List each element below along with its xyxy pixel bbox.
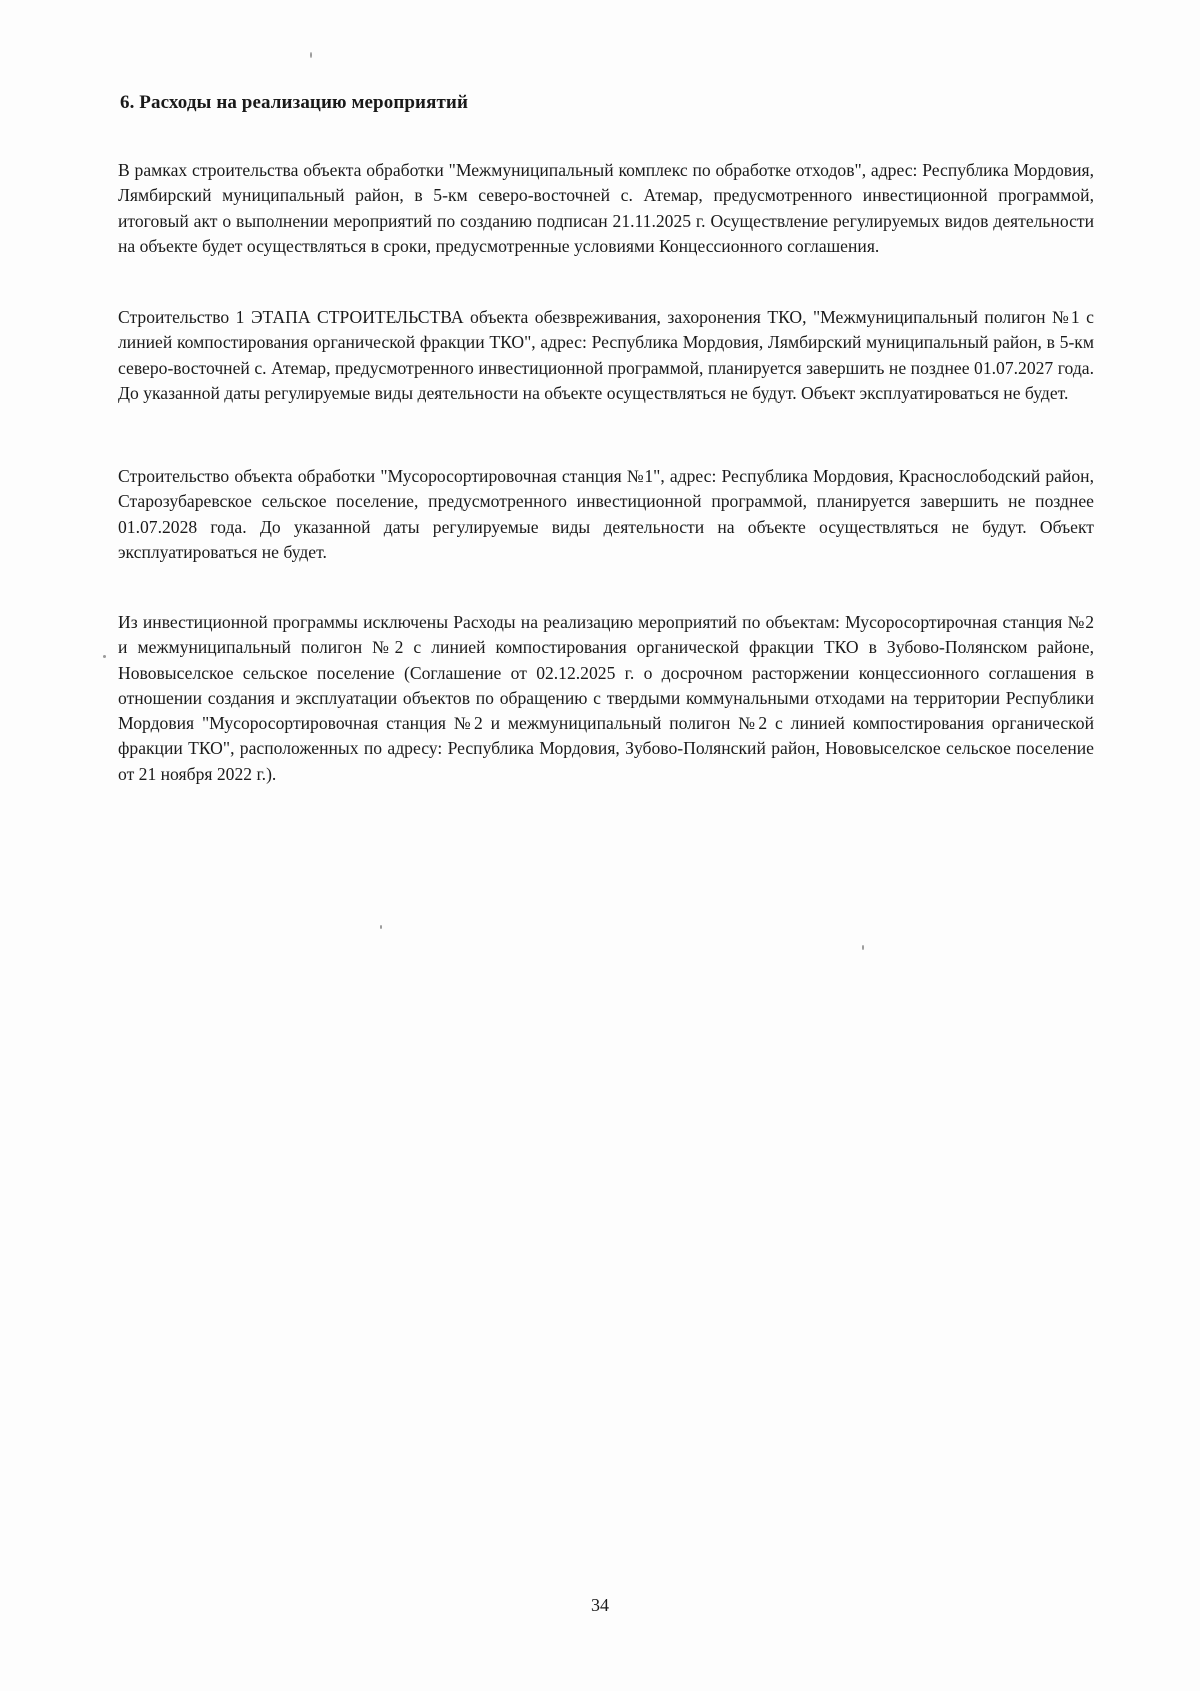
paragraph-landfill-stage-1: Строительство 1 ЭТАПА СТРОИТЕЛЬСТВА объекта обезвреживания, захоронения ТКО, "Межмуниципальный полигон №1 с линией компостирования органической фракции ТКО", адрес: Республика Мордовия, Лямбирский муниципальный район, в 5-км северо-восточней с. Атемар, предусмотренного инвестиционной программой, планируется завершить не позднее 01.07.2027 года. До указанной даты регулируемые виды деятельности на объекте осуществляться не будут. Объект эксплуатироваться не будет. — [118, 307, 1094, 403]
scan-speck — [310, 52, 312, 58]
scan-speck — [380, 925, 382, 929]
paragraph-atemar-complex: В рамках строительства объекта обработки "Межмуниципальный комплекс по обработке отходов", адрес: Республика Мордовия, Лямбирский муниципальный район, в 5-км северо-восточней с. Атемар, предусмотренного инвестиционной программой, итоговый акт о выполнении мероприятий по созданию подписан 21.11.2025 г. Осуществление регулируемых видов деятельности на объекте будет осуществляться в сроки, предусмотренные условиями Концессионного соглашения. — [118, 160, 1094, 256]
paragraph-sorting-station-1: Строительство объекта обработки "Мусоросортировочная станция №1", адрес: Республика Мордовия, Краснослободский район, Старозубаревское сельское поселение, предусмотренного инвестиционной программой, планируется завершить не позднее 01.07.2028 года. До указанной даты регулируемые виды деятельности на объекте осуществляться не будут. Объект эксплуатироваться не будет. — [118, 466, 1094, 562]
scan-speck — [862, 945, 864, 950]
page-number: 34 — [591, 1595, 609, 1615]
section-heading: 6. Расходы на реализацию мероприятий — [120, 92, 468, 113]
paragraph-excluded-objects: Из инвестиционной программы исключены Расходы на реализацию мероприятий по объектам: Мусоросортирочная станция №2 и межмуниципальный полигон №2 с линией компостирования органической фракции ТКО в Зубово-Полянском районе, Нововыселское сельское поселение (Соглашение от 02.12.2025 г. о досрочном расторжении концессионного соглашения в отношении создания и эксплуатации объектов по обращению с твердыми коммунальными отходами на территории Республики Мордовия "Мусоросортировочная станция №2 и межмуниципальный полигон №2 с линией компостирования органической фракции ТКО", расположенных по адресу: Республика Мордовия, Зубово-Полянский район, Нововыселское сельское поселение от 21 ноября 2022 г.). — [118, 612, 1094, 784]
scan-speck — [103, 655, 106, 658]
